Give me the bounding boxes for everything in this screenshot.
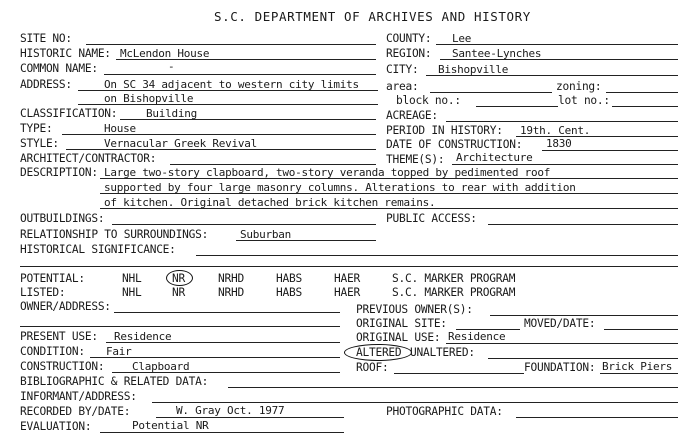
potential-nhl: NHL [122,272,142,285]
acreage-label: ACREAGE: [386,109,438,122]
region-line [440,59,678,60]
city-line [426,75,678,76]
site-no-line [86,44,376,45]
description-line-3: of kitchen. Original detached brick kitchen remains. [104,196,436,209]
date-line [542,150,678,151]
listed-label: LISTED: [20,286,66,299]
foundation-label: FOUNDATION: [524,361,596,374]
construction-line [112,372,340,373]
unaltered-label: UNALTERED: [410,346,475,359]
description-rule-1 [100,178,678,179]
lot-line [612,106,678,107]
architect-label: ARCHITECT/CONTRACTOR: [20,152,157,165]
period-value: 19th. Cent. [520,124,591,137]
listed-nrhd: NRHD [218,286,244,299]
block-label: block no.: [396,94,461,107]
county-line [436,44,678,45]
evaluation-line [100,432,344,433]
potential-nr-circle [166,270,193,286]
listed-sc-marker: S.C. MARKER PROGRAM [392,286,516,299]
area-line [430,92,552,93]
type-line [62,134,376,135]
foundation-value: Brick Piers [602,360,673,373]
address-line-1: On SC 34 adjacent to western city limits [104,78,359,91]
photographic-label: PHOTOGRAPHIC DATA: [386,405,503,418]
description-line-2: supported by four large masonry columns. Alterations to rear with addition [104,181,576,194]
architect-line [170,164,376,165]
condition-label: CONDITION: [20,345,85,358]
outbuildings-label: OUTBUILDINGS: [20,212,105,225]
county-value: Lee [452,32,472,45]
recorded-label: RECORDED BY/DATE: [20,405,131,418]
area-label: area: [386,80,419,93]
city-label: CITY: [386,63,419,76]
type-label: TYPE: [20,122,53,135]
common-name-line [104,74,376,75]
potential-sc-marker: S.C. MARKER PROGRAM [392,272,516,285]
bibliographic-line [228,387,678,388]
owner-line-2 [20,326,340,327]
region-value: Santee-Lynches [452,47,542,60]
evaluation-value: Potential NR [132,419,209,432]
construction-label: CONSTRUCTION: [20,360,105,373]
potential-haer: HAER [334,272,360,285]
historic-name-label: HISTORIC NAME: [20,47,111,60]
address-label: ADDRESS: [20,78,72,91]
relationship-line [236,240,376,241]
style-value: Vernacular Greek Revival [104,137,257,150]
county-label: COUNTY: [386,32,432,45]
bibliographic-label: BIBLIOGRAPHIC & RELATED DATA: [20,375,209,388]
style-line [66,149,376,150]
moved-date-label: MOVED/DATE: [524,317,596,330]
moved-date-line [604,329,678,330]
altered-label: ALTERED [356,346,402,359]
potential-nr: NR [172,272,185,285]
recorded-line [156,417,344,418]
historic-name-value: McLendon House [120,47,210,60]
relationship-value: Suburban [240,228,291,241]
original-use-value: Residence [448,330,506,343]
significance-label: HISTORICAL SIGNIFICANCE: [20,243,176,256]
zoning-line [606,92,678,93]
present-use-value: Residence [114,330,172,343]
address-line-rule-1 [78,90,378,91]
potential-nrhd: NRHD [218,272,244,285]
city-value: Bishopville [438,63,509,76]
common-name-label: COMMON NAME: [20,62,98,75]
original-site-label: ORIGINAL SITE: [356,317,447,330]
classification-value: Building [146,107,197,120]
listed-nr: NR [172,286,185,299]
classification-line [120,119,376,120]
period-label: PERIOD IN HISTORY: [386,124,503,137]
informant-label: INFORMANT/ADDRESS: [20,390,137,403]
date-value: 1830 [546,137,572,150]
site-no-label: SITE NO: [20,32,72,45]
description-rule-3 [100,208,678,209]
previous-owners-label: PREVIOUS OWNER(S): [356,303,473,316]
potential-label: POTENTIAL: [20,272,85,285]
present-use-line [106,342,340,343]
description-line-1: Large two-story clapboard, two-story veranda topped by pedimented roof [104,166,551,179]
listed-haer: HAER [334,286,360,299]
unaltered-line [488,358,678,359]
significance-line-2 [20,266,678,267]
informant-line [152,402,678,403]
condition-line [90,357,340,358]
acreage-line [446,121,678,122]
owner-label: OWNER/ADDRESS: [20,300,111,313]
type-value: House [104,122,136,135]
date-label: DATE OF CONSTRUCTION: [386,138,523,151]
significance-line [196,255,678,256]
address-line-2: on Bishopville [104,92,194,105]
previous-owners-line [490,315,678,316]
form-header: S.C. DEPARTMENT OF ARCHIVES AND HISTORY [214,9,531,24]
owner-line [114,312,340,313]
altered-circle [344,344,412,361]
recorded-value: W. Gray Oct. 1977 [176,404,285,417]
public-access-label: PUBLIC ACCESS: [386,212,477,225]
style-label: STYLE: [20,137,59,150]
description-label: DESCRIPTION: [20,166,98,179]
present-use-label: PRESENT USE: [20,330,98,343]
theme-value: Architecture [456,151,533,164]
lot-label: lot no.: [558,94,610,107]
relationship-label: RELATIONSHIP TO SURROUNDINGS: [20,228,209,241]
evaluation-label: EVALUATION: [20,420,92,433]
foundation-line [600,373,678,374]
theme-label: THEME(S): [386,153,445,166]
description-rule-2 [100,193,678,194]
historic-name-line [116,59,376,60]
common-name-value: - [168,60,175,73]
period-line [516,136,678,137]
outbuildings-line [112,224,376,225]
photographic-line [516,417,678,418]
roof-label: ROOF: [356,361,389,374]
block-line [476,106,558,107]
region-label: REGION: [386,47,432,60]
construction-value: Clapboard [132,360,190,373]
listed-nhl: NHL [122,286,142,299]
potential-habs: HABS [276,272,302,285]
original-use-line [446,343,678,344]
zoning-label: zoning: [556,80,602,93]
theme-line [452,164,678,165]
listed-habs: HABS [276,286,302,299]
roof-line [394,373,524,374]
public-access-line [488,224,678,225]
condition-value: Fair [106,345,132,358]
address-line-rule-2 [78,104,378,105]
classification-label: CLASSIFICATION: [20,107,118,120]
original-use-label: ORIGINAL USE: [356,331,441,344]
